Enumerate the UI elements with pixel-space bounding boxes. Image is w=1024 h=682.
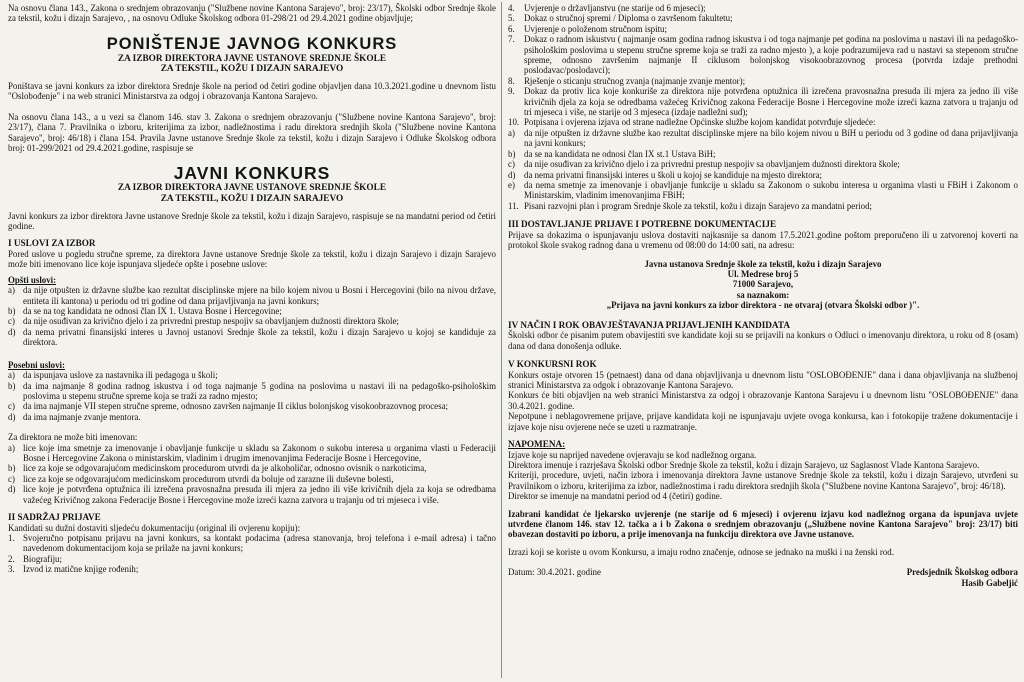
section-4-text: Školski odbor će pisanim putem obavijestiti sve kandidate koji su se prijavili na konkurs o Odluci o imenovanju direktora, u roku od 8 (osam) dana od dana donošenja odluke. <box>508 330 1018 351</box>
list-item: 7. Dokaz o radnom iskustvu ( najmanje osam godina radnog iskustva i od toga najmanje pet godina na poslovima u nastavi ili na pedagoško-psihološkim poslovima u stepenu stručne spreme koja se traži za radno mjesto ), a koje podrazumijeva rad u nastavi sa stepenom stručne spreme, odnosno završenim najmanje II ciklusom bolonjskog visokoobrazovnog procesa (potvrda izdaje prethodni poslodavac/poslodavci); <box>508 34 1018 76</box>
documents-list-left <box>8 533 496 575</box>
list-item: d) da ima najmanje zvanje mentora. <box>8 411 141 422</box>
documents-list-right <box>508 3 1018 128</box>
list-item: d) lice koje je potvrđena optužnica ili izrečena pravosnažna presuda ili mjera za jedno ili više krivičnih djela za koja se odredbama važećeg Krivičnog zakona Federacije Bosne i Hercegovine može izreći kazna zatvora u trajanju od tri mjeseca i više. <box>8 484 496 505</box>
list-item: d) da nema privatni finansijski interes u Javnoj ustanovi Srednje škole za tekstil, kožu i dizajn Sarajevo u kojoj se kandiduje za direktora. <box>8 326 496 348</box>
list-item: c) da nije osuđivan za krivično djelo i za privredni prestup nespojiv sa obavljanjem dužnosti direktora škole; <box>8 316 399 327</box>
signature-title: Predsjednik Školskog odbora <box>906 567 1018 578</box>
address-line-4: sa naznakom: <box>736 289 790 300</box>
ineligible-label: Za direktora ne može biti imenovan: <box>8 432 138 443</box>
address-line-3: 71000 Sarajevo, <box>732 279 794 290</box>
section-1-title: I USLOVI ZA IZBOR <box>8 238 96 249</box>
list-item: 8. Rješenje o sticanju stručnog zvanja (najmanje zvanje mentor); <box>508 75 746 86</box>
section-3-title: III DOSTAVLJANJE PRIJAVE I POTREBNE DOKUMENTACIJE <box>508 219 777 230</box>
competition-subtitle-2: ZA TEKSTIL, KOŽU I DIZAJN SARAJEVO <box>160 194 344 205</box>
section-5-text-1: Konkurs ostaje otvoren 15 (petnaest) dana od dana objavljivanja u dnevnom listu "OSLOBOĐENJE" dana i dana objavljivanja na službenoj stranici Ministarstva za odgok i obrazovanje Kantona Sarajevo. <box>508 369 1018 390</box>
section-5-text-3: Nepotpune i neblagovremene prijave, prijave kandidata koji ne ispunjavaju uvjete ovoga konkursa, kao i fotokopije tražene dokumentacije i izjave koje nisu ovjerene neće se uzeti u razmatranje. <box>508 411 1018 432</box>
list-item: c) da ima najmanje VII stepen stručne spreme, odnosno završen najmanje II ciklus bolonjskog visokoobrazovnog procesa; <box>8 401 448 412</box>
list-item: b) da ima najmanje 8 godina radnog iskustva i od toga najmanje 5 godina na poslovima u nastavi ili na pedagoško-psihološkim poslovima u stepenu stručne spreme koja se traži za radno mjesto; <box>8 380 496 401</box>
note-text-1: Izjave koje su naprijed navedene ovjeravaju se kod nadležnog organa. <box>508 449 757 460</box>
list-item: c) lice za koje se odgovarajućom medicinskom procedurom utvrdi da boluje od zarazne ili duševne bolesti, <box>8 473 394 484</box>
list-item: a) da nije otpušten iz državne službe kao rezultat disciplinske mjere na bilo kojem nivou u BiH u periodu od 3 godine od dana prijavljivanja na javni konkurs; <box>508 127 1018 149</box>
public-competition-title: JAVNI KONKURS <box>173 163 331 184</box>
annulment-subtitle-1: ZA IZBOR DIREKTORA JAVNE USTANOVE SREDNJE ŠKOLE <box>117 53 387 64</box>
list-item: d) da nema privatni finansijski interes u školi u kojoj se kandiduje na mjesto direktora; <box>508 169 822 180</box>
annulment-subtitle-2: ZA TEKSTIL, KOŽU I DIZAJN SARAJEVO <box>160 64 344 75</box>
date-text: Datum: 30.4.2021. godine <box>508 567 601 578</box>
statement-list <box>508 128 1018 201</box>
address-line-5: „Prijava na javni konkurs za izbor direktora - ne otvaraj (otvara Školski odbor )". <box>606 300 920 311</box>
right-column <box>508 3 1018 679</box>
left-column <box>8 3 496 679</box>
list-item: 2. Biografiju; <box>8 553 62 564</box>
legal-basis-text: Na osnovu člana 143., a u vezi sa članom 146. stav 3. Zakona o srednjem obrazovanju ("Službene novine Kantona Sarajevo", broj: 23/17), člana 7. Pravilnika o izboru, kriterijima za izbor, nadležnostima i radu direktora srednjih škola ("Službene novine Kantona Sarajevo", broj: 46/18) i člana 154. Pravila Javne ustanove Srednje škole za tekstil, kožu i dizajn Sarajevo i Odluke Školskog odbora broj: 01-299/2021 od 29.4.2021.godine, raspisuje se <box>8 111 496 154</box>
annulment-text: Poništava se javni konkurs za izbor direktora Srednje škole na period od četiri godine objavljen dana 10.3.2021.godine u dnevnom listu "Oslobođenje" i na web stranici Ministarstva za odgoj i obrazovanja Kantona Sarajevo. <box>8 81 496 102</box>
note-text-4: Direktor se imenuje na mandatni period od 4 (četiri) godine. <box>508 491 722 502</box>
list-item: a) da ispunjava uslove za nastavnika ili pedagoga u školi; <box>8 370 218 381</box>
intro-text: Na osnovu člana 143., Zakona o srednjem obrazovanju ("Službene novine Kantona Sarajevo", broj: 23/17), Školski odbor Srednje škole za tekstil, kožu i dizajn Sarajevo, , na osnovu Odluke Školskog odbora 01-298/21 od 29.4.2021 godine objavljuje; <box>8 3 496 24</box>
list-item: e) da nema smetnje za imenovanje i obavljanje funkcije u skladu sa Zakonom o sukobu interesa u organima vlasti u FBiH i Zakonom o Ministarskim, vladinim imenovanjima FBiH; <box>508 179 1018 201</box>
list-item: 11. Pisani razvojni plan i program Srednje škole za tekstil, kožu i dizajn Sarajevo za mandatni period; <box>508 200 872 211</box>
competition-intro-text: Javni konkurs za izbor direktora Javne ustanove Srednje škole za tekstil, kožu i dizajn Sarajevo, raspisuje se na mandatni period od četiri godine. <box>8 210 496 232</box>
section-4-title: IV NAČIN I ROK OBAVJEŠTAVANJA PRIJAVLJENIH KANDIDATA <box>508 319 790 330</box>
section-2-title: II SADRŽAJ PRIJAVE <box>8 511 101 522</box>
gender-terms-text: Izrazi koji se koriste u ovom Konkursu, a imaju rodno značenje, odnose se jednako na muški i na ženski rod. <box>508 546 894 557</box>
general-conditions-list <box>8 285 496 347</box>
list-item: b) da se na tog kandidata ne odnosi član IX 1. Ustava Bosne i Hercegovine; <box>8 306 282 317</box>
note-title: NAPOMENA: <box>508 439 566 449</box>
list-item: 5. Dokaz o stručnoj spremi / Diploma o završenom fakultetu; <box>508 13 733 24</box>
list-item: 4. Uvjerenje o državljanstvu (ne starije od 6 mjeseci); <box>508 3 706 13</box>
list-item: b) lice za koje se odgovarajućom medicinskom procedurom utvrdi da je alkoholičar, odnosno ovisnik o narkoticima, <box>8 463 427 474</box>
footer-row <box>508 567 1018 588</box>
note-text-2: Direktora imenuje i razrješava Školski odbor Srednje škole za tekstil, kožu i dizajn Sarajevo, uz Saglasnost Vlade Kantona Sarajevo. <box>508 460 980 470</box>
section-5-text-2: Konkurs će biti objavljen na web stranici Ministarstva za odgoj i obrazovanje Kantona Sarajevu i u dnevnom listu "OSLOBOĐENJE" dana 30.4.2021. godine. <box>508 390 1018 411</box>
ineligible-list <box>8 443 496 505</box>
list-item: 10. Potpisana i ovjerena izjava od strane nadležne Općinske službe kojom kandidat potvrđuje sljedeće: <box>508 117 876 128</box>
section-1-text: Pored uslove u pogledu stručne spreme, za direktora Javne ustanove Srednje škole za tekstil, kožu i dizajn Sarajevo i dizajn Sarajevo može biti imenovano lice koje ispunjava sljedeće opšte i posebne uslove: <box>8 249 496 270</box>
list-item: 9. Dokaz da protiv lica koje konkuriše za direktora nije potvrđena optužnica ili izrečena pravosnažna presuda ili mjera za jedno ili više krivičnih djela za koja se odredbama važećeg Krivičnog zakona Federacije Bosne i Hercegovine može izreći kazna zatvora u trajanju od tri mjeseca i više, ne starije od 3 mjeseca (izdaje nadležni sud); <box>508 86 1018 118</box>
column-divider <box>501 2 502 678</box>
selected-candidate-text: Izabrani kandidat će ljekarsko uvjerenje (ne starije od 6 mjeseci) i ovjerenu izjavu kod nadležnog organa da ispunjava uvjete utvrđene članom 146. stav 12. tačka a i b Zakona o srednjem obrazovanju („Službene novine Kantona Sarajevo" broj: 23/17) biti obavezan dostaviti po izboru, a prije imenovanja na funkciju direktora ove Javne ustanove. <box>508 508 1018 540</box>
special-conditions-list <box>8 370 496 422</box>
section-5-title: V KONKURSNI ROK <box>508 358 597 369</box>
signature-block <box>907 567 1018 588</box>
list-item: a) lice koje ima smetnje za imenovanje i obavljanje funkcije u skladu sa Zakonom o sukobu interesa u organima vlasti u Federaciji Bosne i Hercegovine Zakona o ministarskim, vladinim i drugim imenovanjima Federacije Bosne i Hercegovine, <box>8 442 496 463</box>
competition-subtitle-1: ZA IZBOR DIREKTORA JAVNE USTANOVE SREDNJE ŠKOLE <box>117 183 387 194</box>
list-item: b) da se na kandidata ne odnosi član IX st.1 Ustava BiH; <box>508 148 716 159</box>
address-line-1: Javna ustanova Srednje škole za tekstil, kožu i dizajn Sarajevo <box>644 258 882 269</box>
signature-name: Hasib Gabeljić <box>961 577 1018 588</box>
special-conditions-label: Posebni uslovi: <box>8 359 65 370</box>
address-line-2: Ul. Medrese broj 5 <box>727 268 799 279</box>
section-2-text: Kandidati su dužni dostaviti sljedeću dokumentaciju (original ili ovjerenu kopiju): <box>8 522 301 533</box>
annulment-title: PONIŠTENJE JAVNOG KONKURS <box>106 34 398 53</box>
list-item: 6. Uvjerenje o položenom stručnom ispitu; <box>508 23 667 34</box>
list-item: 3. Izvod iz matične knjige rođenih; <box>8 564 139 575</box>
section-3-text: Prijave sa dokazima o ispunjavanju uslova dostaviti najkasnije sa danom 17.5.2021.godine poštom preporučeno ili u zatvorenoj koverti na protokol škole svakog radnog dana u vremenu od 08:00 do 14:00 sati, na adresu: <box>508 229 1018 251</box>
list-item: a) da nije otpušten iz državne službe kao rezultat disciplinske mjere na bilo kojem nivou u Bosni i Hercegovini (bilo na nivou države, entiteta ili kantona) u periodu od tri godine od dana prijavljivanja na javni konkurs; <box>8 285 496 306</box>
list-item: 1. Svojeručno potpisanu prijavu na javni konkurs, sa kontakt podacima (adresa stanovanja, broj telefona i e-mail adresa) i tačno navedenom dokumentacijom koja se prilaže na javni konkurs; <box>8 532 496 554</box>
note-text-3: Kriteriji, procedure, uvjeti, način izbora i imenovanja direktora Javne ustanove Srednje škole za tekstil, kožu i dizajn Sarajevo, utvrđeni su Pravilnikom o izboru, kriterijima za izbor, nadležnostima i radu direktora srednjih škola ("Službene novine Kantona Sarajevo", broj: 46/18). <box>508 470 1018 491</box>
general-conditions-label: Opšti uslovi: <box>8 274 57 285</box>
list-item: c) da nije osuđivan za krivično djelo i za privredni prestup nespojiv sa obavljanjem dužnosti direktora škole; <box>508 159 900 170</box>
